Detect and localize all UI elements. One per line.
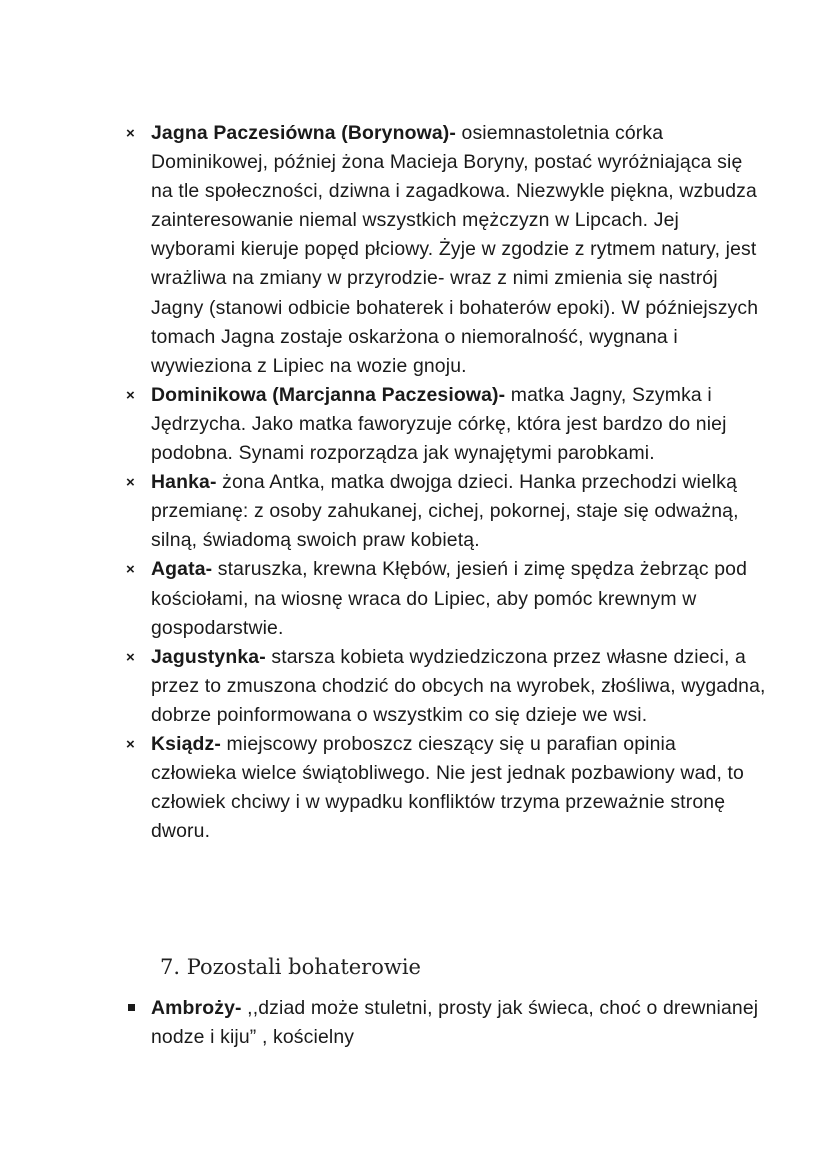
list-item bbox=[126, 643, 766, 730]
x-bullet-icon: × bbox=[126, 561, 135, 579]
list-item bbox=[126, 381, 766, 468]
section-heading: 7. Pozostali bohaterowie bbox=[160, 955, 421, 979]
list-item bbox=[126, 994, 766, 1052]
character-description: staruszka, krewna Kłębów, jesień i zimę spędza żebrząc pod kościołami, na wiosnę wraca do Lipiec, aby pomóc krewnym w gospodarstwie. bbox=[151, 558, 748, 639]
x-bullet-icon: × bbox=[126, 474, 135, 492]
character-name: Ksiądz- bbox=[151, 732, 222, 755]
character-name: Jagna Paczesiówna (Borynowa)- bbox=[151, 122, 456, 144]
character-name: Dominikowa (Marcjanna Paczesiowa)- bbox=[151, 383, 506, 406]
other-characters-list bbox=[126, 994, 766, 1052]
square-bullet-icon bbox=[128, 1004, 135, 1011]
character-name: Ambroży- bbox=[151, 997, 242, 1019]
list-item bbox=[126, 555, 766, 642]
character-description: starsza kobieta wydziedziczona przez własne dzieci, a przez to zmuszona chodzić do obcych na wyrobek, złośliwa, wygadna, dobrze poinformowana o wszystkim co się dzieje we wsi. bbox=[151, 645, 766, 726]
list-item bbox=[126, 119, 766, 381]
x-bullet-icon: × bbox=[126, 386, 135, 404]
character-name: Jagustynka- bbox=[151, 645, 266, 668]
character-description: żona Antka, matka dwojga dzieci. Hanka przechodzi wielką przemianę: z osoby zahukanej, cichej, pokornej, staje się odważną, silną, świadomą swoich praw kobietą. bbox=[151, 471, 739, 552]
x-bullet-icon: × bbox=[126, 125, 135, 142]
x-bullet-icon: × bbox=[126, 735, 135, 753]
list-item bbox=[126, 730, 766, 846]
main-characters-list bbox=[126, 119, 766, 846]
character-description: ,,dziad może stuletni, prosty jak świeca, choć o drewnianej nodze i kiju” , kościelny bbox=[151, 997, 759, 1049]
character-description: osiemnastoletnia córka Dominikowej, później żona Macieja Boryny, postać wyróżniająca się na tle społeczności, dziwna i zagadkowa. Niezwykle piękna, wzbudza zainteresowanie niemal wszystkich mężczyzn w Lipcach. Jej wyborami kieruje popęd płciowy. Żyje w zgodzie z rytmem natury, jest wrażliwa na zmiany w przyrodzie- wraz z nimi zmienia się nastrój Jagny (stanowi odbicie bohaterek i bohaterów epoki). W późniejszych tomach Jagna zostaje oskarżona o niemoralność, wygnana i wywieziona z Lipiec na wozie gnoju. bbox=[151, 122, 759, 377]
character-name: Agata- bbox=[151, 558, 213, 581]
character-description: matka Jagny, Szymka i Jędrzycha. Jako matka faworyzuje córkę, która jest bardzo do niej podobna. Synami rozporządza jak wynajętymi parobkami. bbox=[151, 383, 727, 465]
list-item bbox=[126, 468, 766, 555]
character-name: Hanka- bbox=[151, 471, 217, 494]
x-bullet-icon: × bbox=[126, 648, 135, 666]
character-description: miejscowy proboszcz cieszący się u parafian opinia człowieka wielce świątobliwego. Nie jest jednak pozbawiony wad, to człowiek chciwy i w wypadku konfliktów trzyma przeważnie stronę dworu. bbox=[151, 732, 744, 843]
